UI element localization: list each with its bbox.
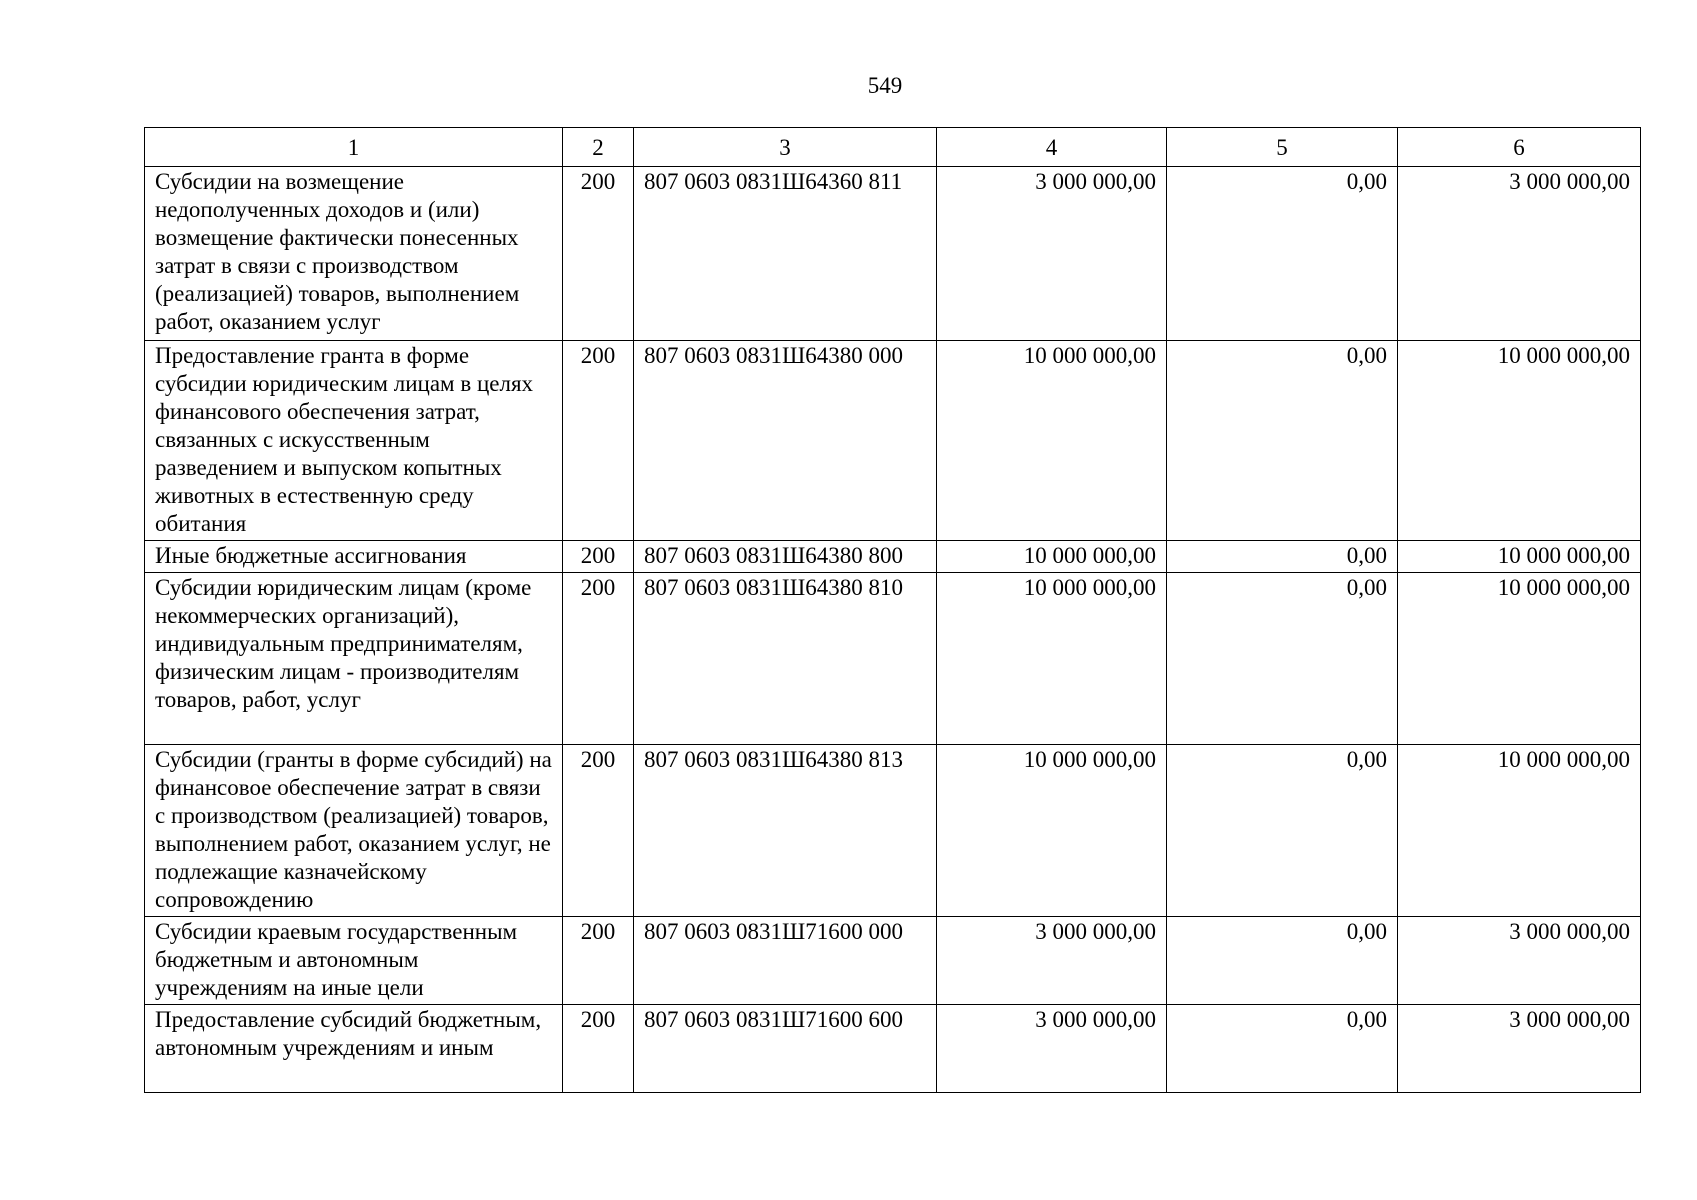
row-kbk-cell: 807 0603 0831Ш64380 000 (634, 341, 937, 541)
row-name-cell: Субсидии юридическим лицам (кроме некоммерческих организаций), индивидуальным предпринимателям, физическим лицам - производителям товаров, работ, услуг (145, 573, 563, 745)
table-row (145, 167, 1641, 341)
row-plan-cell: 3 000 000,00 (937, 167, 1167, 341)
column-header: 1 (145, 128, 563, 167)
row-code-cell: 200 (563, 1005, 634, 1093)
row-executed-cell: 0,00 (1167, 1005, 1398, 1093)
row-executed-cell: 0,00 (1167, 745, 1398, 917)
row-kbk-cell: 807 0603 0831Ш64360 811 (634, 167, 937, 341)
row-plan-cell: 3 000 000,00 (937, 1005, 1167, 1093)
column-header: 6 (1398, 128, 1641, 167)
row-remainder-cell: 10 000 000,00 (1398, 573, 1641, 745)
row-name-cell: Субсидии (гранты в форме субсидий) на финансовое обеспечение затрат в связи с производством (реализацией) товаров, выполнением работ, оказанием услуг, не подлежащие казначейскому сопровождению (145, 745, 563, 917)
row-executed-cell: 0,00 (1167, 541, 1398, 573)
row-plan-cell: 3 000 000,00 (937, 917, 1167, 1005)
row-executed-cell: 0,00 (1167, 573, 1398, 745)
row-remainder-cell: 3 000 000,00 (1398, 1005, 1641, 1093)
table-row (145, 341, 1641, 541)
row-plan-cell: 10 000 000,00 (937, 573, 1167, 745)
budget-table (144, 127, 1641, 1093)
row-name-cell: Субсидии краевым государственным бюджетным и автономным учреждениям на иные цели (145, 917, 563, 1005)
row-kbk-cell: 807 0603 0831Ш71600 000 (634, 917, 937, 1005)
row-kbk-cell: 807 0603 0831Ш64380 800 (634, 541, 937, 573)
column-header: 4 (937, 128, 1167, 167)
row-executed-cell: 0,00 (1167, 917, 1398, 1005)
table-row (145, 917, 1641, 1005)
row-code-cell: 200 (563, 167, 634, 341)
row-plan-cell: 10 000 000,00 (937, 745, 1167, 917)
row-code-cell: 200 (563, 745, 634, 917)
row-plan-cell: 10 000 000,00 (937, 541, 1167, 573)
row-kbk-cell: 807 0603 0831Ш71600 600 (634, 1005, 937, 1093)
row-name-cell: Иные бюджетные ассигнования (145, 541, 563, 573)
row-name-cell: Предоставление субсидий бюджетным, автономным учреждениям и иным (145, 1005, 563, 1093)
row-remainder-cell: 3 000 000,00 (1398, 167, 1641, 341)
row-executed-cell: 0,00 (1167, 341, 1398, 541)
column-header: 5 (1167, 128, 1398, 167)
row-name-cell: Субсидии на возмещение недополученных доходов и (или) возмещение фактически понесенных затрат в связи с производством (реализацией) товаров, выполнением работ, оказанием услуг (145, 167, 563, 341)
column-header: 3 (634, 128, 937, 167)
table-row (145, 1005, 1641, 1093)
row-executed-cell: 0,00 (1167, 167, 1398, 341)
row-name-cell: Предоставление гранта в форме субсидии юридическим лицам в целях финансового обеспечения затрат, связанных с искусственным разведением и выпуском копытных животных в естественную среду обитания (145, 341, 563, 541)
row-remainder-cell: 10 000 000,00 (1398, 341, 1641, 541)
table-header-row (145, 128, 1641, 167)
row-remainder-cell: 10 000 000,00 (1398, 541, 1641, 573)
row-code-cell: 200 (563, 917, 634, 1005)
row-remainder-cell: 3 000 000,00 (1398, 917, 1641, 1005)
row-plan-cell: 10 000 000,00 (937, 341, 1167, 541)
row-code-cell: 200 (563, 573, 634, 745)
table-row (145, 573, 1641, 745)
row-code-cell: 200 (563, 341, 634, 541)
row-kbk-cell: 807 0603 0831Ш64380 810 (634, 573, 937, 745)
table-row (145, 745, 1641, 917)
table-row (145, 541, 1641, 573)
column-header: 2 (563, 128, 634, 167)
row-remainder-cell: 10 000 000,00 (1398, 745, 1641, 917)
row-code-cell: 200 (563, 541, 634, 573)
page-number: 549 (867, 73, 903, 98)
row-kbk-cell: 807 0603 0831Ш64380 813 (634, 745, 937, 917)
